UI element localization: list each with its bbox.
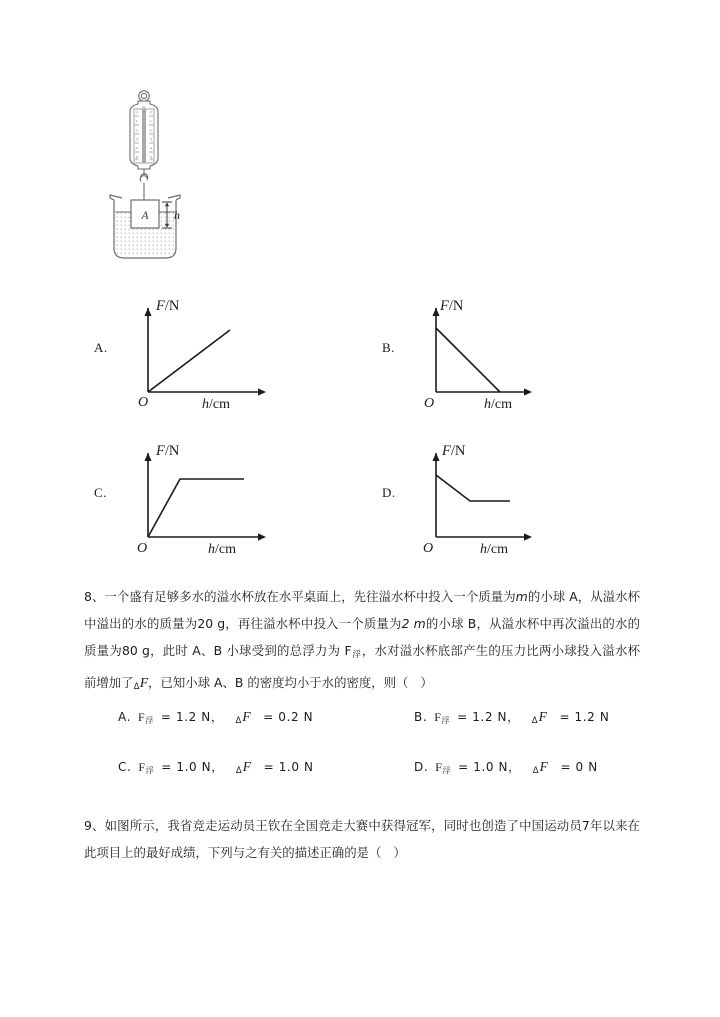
graph-c-plot <box>118 437 348 557</box>
q8-choice-d-delta-f: F <box>539 759 549 774</box>
question-8-delta-symbol: Δ <box>133 682 140 693</box>
q8-choice-b-f-sub: 浮 <box>441 716 451 725</box>
svg-text:h/cm: h/cm <box>202 397 230 412</box>
q8-choice-a-f: F <box>138 710 146 724</box>
svg-text:F/N: F/N <box>156 298 180 314</box>
question-8-body-8: ） <box>420 675 433 691</box>
q8-choice-d[interactable] <box>414 758 598 776</box>
svg-text:h/cm: h/cm <box>484 397 512 412</box>
graph-option-a <box>92 292 392 432</box>
svg-text:F/N: F/N <box>440 298 464 314</box>
q8-choice-a-delta-f: F <box>242 709 252 724</box>
q8-choice-c-f-sub: 浮 <box>145 766 155 775</box>
question-8-f-subscript: 浮 <box>352 650 362 661</box>
question-8-body-3: ，再往溢水杯中投入一个质量为 <box>225 616 402 631</box>
graph-option-a-letter: A. <box>94 340 108 355</box>
q8-choice-a-letter: A. <box>118 710 132 724</box>
q8-choice-b-f-value: = 1.2 N， <box>457 710 520 724</box>
q8-choice-c-letter: C. <box>118 760 132 774</box>
q8-choice-b-letter: B. <box>414 710 428 724</box>
question-9-years: 7 <box>581 818 590 833</box>
q8-choice-c-delta-value: = 1.0 N <box>263 760 314 774</box>
q8-choice-c-delta-f: F <box>242 759 252 774</box>
svg-text:2: 2 <box>135 128 138 133</box>
question-8-mass-m: m <box>515 589 528 604</box>
svg-text:F/N: F/N <box>156 443 180 459</box>
svg-text:O: O <box>423 541 434 556</box>
svg-text:3: 3 <box>135 137 138 142</box>
question-9-body-1: 如图所示，我省竞走运动员王钦在全国竞走大赛中获得冠军，同时也创造了中国运动员 <box>104 818 582 833</box>
q8-choice-d-letter: D. <box>414 760 429 774</box>
q8-choice-d-delta: Δ <box>532 765 540 776</box>
svg-text:0: 0 <box>135 110 138 115</box>
svg-text:3: 3 <box>149 137 152 142</box>
q8-choice-c-delta: Δ <box>235 765 243 776</box>
q8-choice-a-f-sub: 浮 <box>145 716 154 725</box>
svg-text:2: 2 <box>149 128 152 133</box>
q8-choice-b-delta-value: = 1.2 N <box>559 710 610 724</box>
svg-text:h/cm: h/cm <box>480 542 508 557</box>
q8-choice-a[interactable] <box>118 708 313 726</box>
question-8-overflow-mass-1: 20 g <box>197 616 226 631</box>
q8-choice-b[interactable] <box>414 708 609 726</box>
q8-choice-a-f-value: = 1.2 N， <box>160 710 224 724</box>
graph-b-plot <box>406 292 636 412</box>
q8-choice-c-f: F <box>138 760 146 774</box>
q8-choice-b-delta-f: F <box>538 709 548 724</box>
svg-text:O: O <box>137 541 148 556</box>
svg-text:O: O <box>138 395 149 410</box>
svg-text:5: 5 <box>135 155 138 160</box>
question-8-text <box>84 583 640 701</box>
q8-choice-a-delta-value: = 0.2 N <box>263 710 314 724</box>
question-8-choices-row-2 <box>118 758 658 800</box>
graph-option-d <box>380 437 680 577</box>
svg-text:4: 4 <box>149 146 152 151</box>
svg-text:0: 0 <box>149 110 152 115</box>
svg-text:O: O <box>424 396 435 411</box>
question-9-number: 9、 <box>84 818 105 833</box>
q8-choice-d-f-value: = 1.0 N， <box>458 760 521 774</box>
question-8-body-4: 的小球 B，从溢水杯中再次溢出的水的质量为 <box>84 616 640 658</box>
q8-choice-d-f-sub: 浮 <box>442 766 452 775</box>
block-label-a: A <box>141 210 149 222</box>
q8-choice-b-delta: Δ <box>531 715 539 726</box>
question-9-body-3: ） <box>393 845 406 860</box>
question-9-text <box>84 812 640 866</box>
question-8-body-6: ，水对溢水杯底部产生的压力比两小球投入溢水杯前增加了 <box>84 643 641 691</box>
q8-choice-b-f: F <box>434 710 442 724</box>
question-9-body-2: 年以来在此项目上的最好成绩，下列与之有关的描述正确的是（ <box>84 818 641 860</box>
spring-scale-beaker-apparatus <box>100 88 240 278</box>
svg-text:h/cm: h/cm <box>208 542 236 557</box>
q8-choice-d-delta-value: = 0 N <box>560 760 598 774</box>
graph-option-c <box>92 437 392 577</box>
question-8-choices-row-1 <box>118 708 658 750</box>
q8-choice-d-f: F <box>435 760 443 774</box>
graph-option-b <box>380 292 680 432</box>
svg-text:1: 1 <box>135 119 138 124</box>
question-8-number: 8、 <box>84 589 105 604</box>
question-8-body-5: ，此时 A、B 小球受到的总浮力为 F <box>149 643 352 658</box>
graph-option-b-letter: B. <box>382 340 395 355</box>
question-8-body-2: 的小球 A，从溢水杯中溢出的水的质量为 <box>84 589 641 631</box>
q8-choice-c[interactable] <box>118 758 314 776</box>
svg-text:5: 5 <box>149 155 152 160</box>
graph-d-plot <box>406 437 636 557</box>
q8-choice-c-f-value: = 1.0 N， <box>161 760 224 774</box>
question-8-body-7: ，已知小球 A、B 的密度均小于水的密度，则（ <box>148 675 409 691</box>
question-8-body-1: 一个盛有足够多水的溢水杯放在水平桌面上，先往溢水杯中投入一个质量为 <box>104 589 516 604</box>
q8-choice-a-delta: Δ <box>235 715 242 726</box>
svg-text:N: N <box>142 105 146 110</box>
svg-text:F/N: F/N <box>442 443 466 459</box>
graph-a-plot <box>118 292 348 412</box>
question-8-mass-2m: 2 m <box>401 616 426 631</box>
depth-label-h: h <box>174 208 180 222</box>
question-8-overflow-mass-2: 80 g <box>121 643 150 658</box>
question-8-delta-f-symbol: F <box>139 675 149 691</box>
graph-option-c-letter: C. <box>94 485 107 500</box>
graph-option-d-letter: D. <box>382 485 396 500</box>
svg-text:1: 1 <box>149 119 152 124</box>
graph-options-row-2 <box>0 437 720 577</box>
graph-options-row-1 <box>0 292 720 432</box>
svg-text:4: 4 <box>135 146 138 151</box>
